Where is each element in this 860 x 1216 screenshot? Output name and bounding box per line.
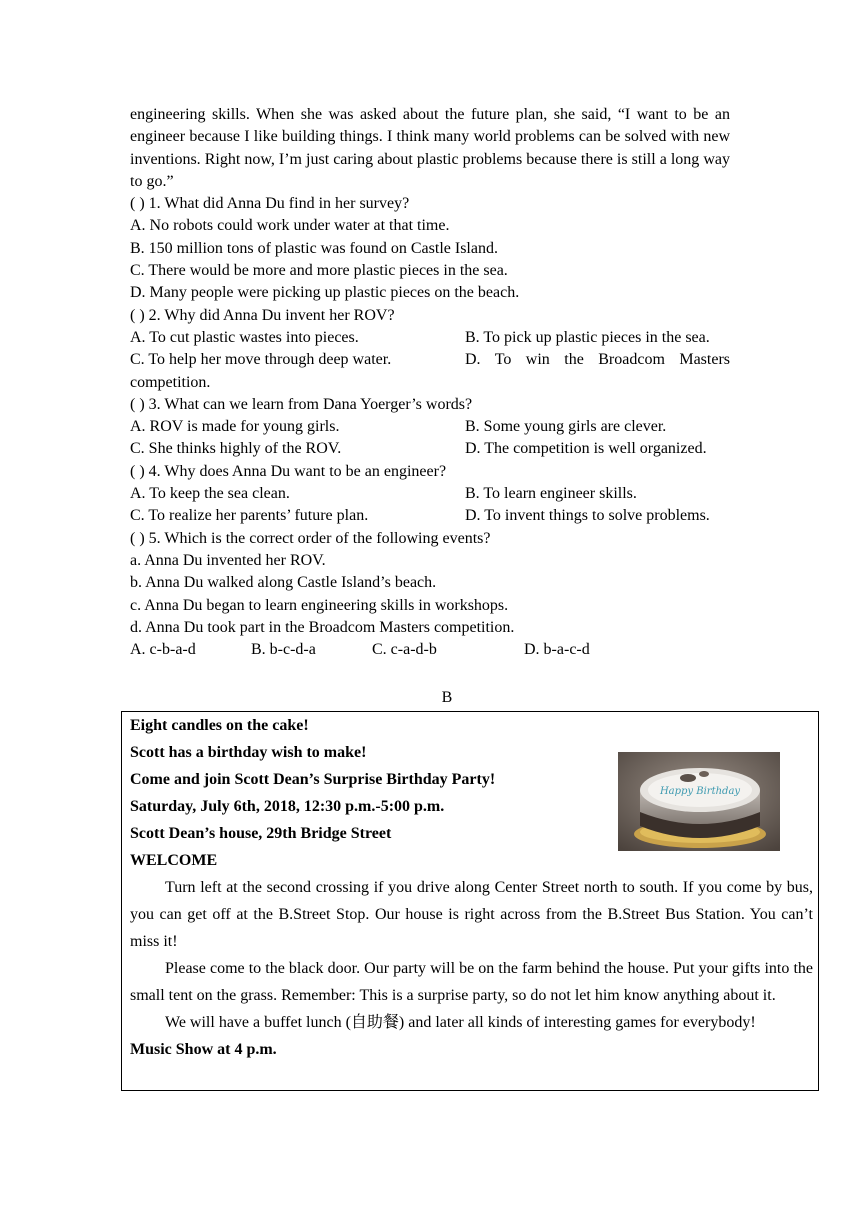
q5-option-b: B. b-c-d-a xyxy=(251,641,316,659)
q1-option-b: B. 150 million tons of plastic was found on Castle Island. xyxy=(130,239,498,257)
headline-wish: Scott has a birthday wish to make! xyxy=(130,744,367,761)
headline-candles: Eight candles on the cake! xyxy=(130,717,309,734)
q2-option-a: A. To cut plastic wastes into pieces. xyxy=(130,328,359,346)
q2-option-d-continued: competition. xyxy=(130,373,211,391)
music-show: Music Show at 4 p.m. xyxy=(130,1041,277,1058)
q5-event-b: b. Anna Du walked along Castle Island’s beach. xyxy=(130,574,437,592)
question-2: ( ) 2. Why did Anna Du invent her ROV? xyxy=(130,306,395,324)
q3-option-c: C. She thinks highly of the ROV. xyxy=(130,440,342,458)
headline-date: Saturday, July 6th, 2018, 12:30 p.m.-5:00 p.m. xyxy=(130,798,445,815)
q4-options-row-1 xyxy=(130,483,730,505)
invitation-content xyxy=(130,712,813,1063)
q2-option-d: D. To win the Broadcom Masters xyxy=(465,351,730,369)
q3-options-row-2 xyxy=(130,438,730,460)
birthday-cake-image xyxy=(618,752,780,851)
question-3: ( ) 3. What can we learn from Dana Yoerger’s words? xyxy=(130,395,473,413)
passage-ending: engineering skills. When she was asked about the future plan, she said, “I want to be an engineer because I like building things. I think many world problems can be solved with new inventions. Right now, I’m just caring about plastic problems because there is still a long way to go.” xyxy=(130,106,730,190)
q5-option-a: A. c-b-a-d xyxy=(130,641,196,659)
q3-options-row-1 xyxy=(130,416,730,438)
q5-event-a: a. Anna Du invented her ROV. xyxy=(130,551,326,569)
q1-option-c: C. There would be more and more plastic pieces in the sea. xyxy=(130,262,508,280)
q3-option-a: A. ROV is made for young girls. xyxy=(130,418,340,436)
q5-event-d: d. Anna Du took part in the Broadcom Masters competition. xyxy=(130,618,515,636)
question-1: ( ) 1. What did Anna Du find in her survey? xyxy=(130,195,410,213)
cake-icing-text: Happy Birthday xyxy=(659,786,741,797)
question-4: ( ) 4. Why does Anna Du want to be an engineer? xyxy=(130,462,447,480)
q2-option-c: C. To help her move through deep water. xyxy=(130,351,392,369)
headline-join: Come and join Scott Dean’s Surprise Birthday Party! xyxy=(130,771,496,788)
q5-option-d: D. b-a-c-d xyxy=(524,641,590,659)
q1-option-d: D. Many people were picking up plastic pieces on the beach. xyxy=(130,284,520,302)
paragraph-door: Please come to the black door. Our party will be on the farm behind the house. Put your gifts into the small tent on the grass. Remember: This is a surprise party, so do not let him know anything about it. xyxy=(130,960,813,1004)
q2-options-row-1 xyxy=(130,327,730,349)
headline-welcome: WELCOME xyxy=(130,852,218,869)
q5-options xyxy=(130,639,730,661)
q3-option-d: D. The competition is well organized. xyxy=(465,440,707,458)
q2-option-b: B. To pick up plastic pieces in the sea. xyxy=(465,328,710,346)
section-b-label: B xyxy=(441,689,453,706)
paragraph-lunch: We will have a buffet lunch (自助餐) and later all kinds of interesting games for everybody! xyxy=(165,1014,756,1031)
q5-option-c: C. c-a-d-b xyxy=(372,641,437,659)
q3-option-b: B. Some young girls are clever. xyxy=(465,418,667,436)
q5-event-c: c. Anna Du began to learn engineering skills in workshops. xyxy=(130,596,509,614)
q4-option-a: A. To keep the sea clean. xyxy=(130,485,290,503)
q4-option-d: D. To invent things to solve problems. xyxy=(465,507,710,525)
q4-options-row-2 xyxy=(130,505,730,527)
invitation-box xyxy=(121,711,819,1091)
paragraph-directions: Turn left at the second crossing if you drive along Center Street north to south. If you come by bus, you can get off at the B.Street Stop. Our house is right across from the B.Street Bus Station. You can’t miss it! xyxy=(130,879,813,950)
question-5: ( ) 5. Which is the correct order of the following events? xyxy=(130,529,491,547)
q2-options-row-2 xyxy=(130,349,730,371)
passage-a xyxy=(130,104,730,661)
headline-address: Scott Dean’s house, 29th Bridge Street xyxy=(130,825,392,842)
q1-option-a: A. No robots could work under water at that time. xyxy=(130,217,450,235)
q4-option-c: C. To realize her parents’ future plan. xyxy=(130,507,369,525)
q4-option-b: B. To learn engineer skills. xyxy=(465,485,637,503)
